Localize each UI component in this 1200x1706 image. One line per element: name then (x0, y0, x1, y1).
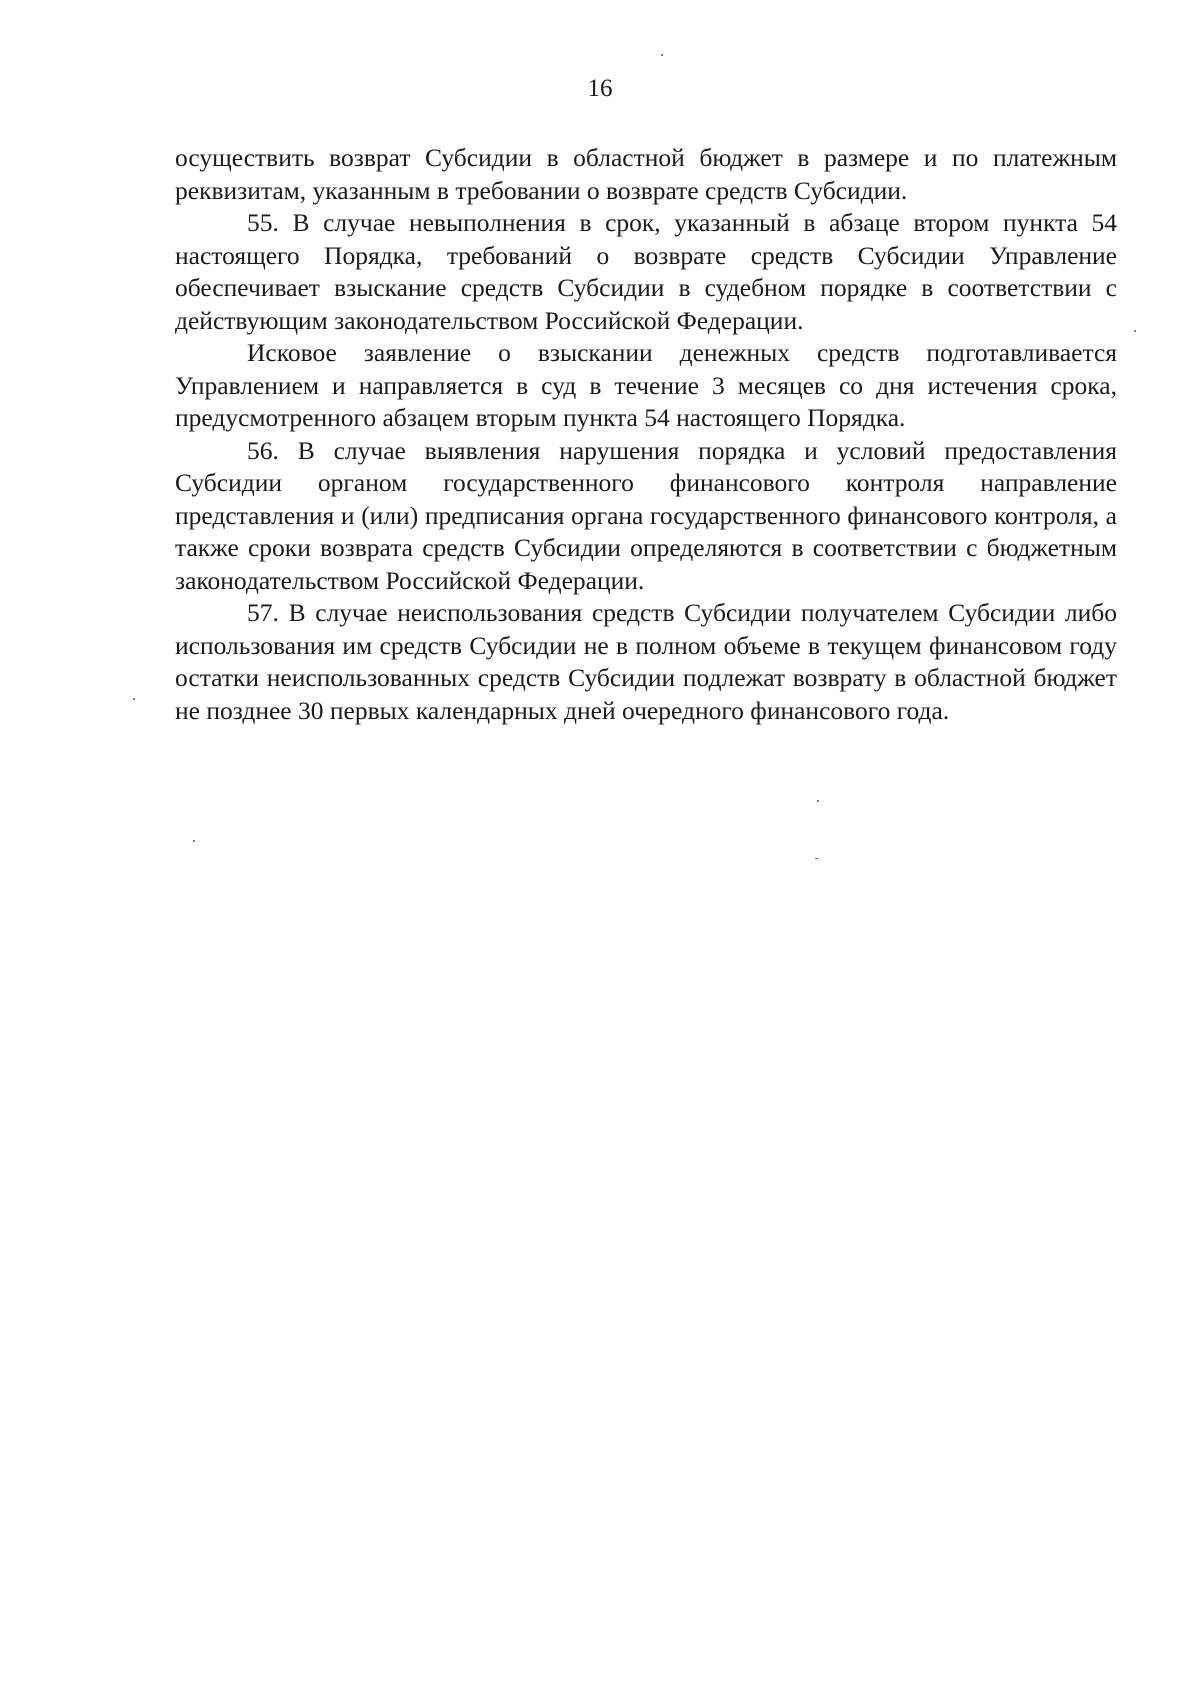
scan-speck (815, 858, 818, 859)
scan-speck (1134, 330, 1136, 332)
scan-speck (133, 698, 135, 700)
scan-speck (817, 800, 819, 802)
document-body (175, 142, 1117, 727)
page-number: 16 (587, 75, 613, 102)
paragraph-55: 55. В случае невыполнения в срок, указанный в абзаце втором пункта 54 настоящего Порядка, требований о возврате средств Субсидии Управление обеспечивает взыскание средств Субсидии в судебном порядке в соответствии с действующим законодательством Российской Федерации. (175, 208, 1117, 335)
scan-speck (193, 840, 195, 842)
scan-speck (661, 54, 663, 56)
paragraph-lawsuit-statement: Исковое заявление о взыскании денежных средств подготавливается Управлением и направляется в суд в течение 3 месяцев со дня истечения срока, предусмотренного абзацем вторым пункта 54 настоящего Порядка. (175, 338, 1117, 432)
paragraph-subsidy-return-continuation: осуществить возврат Субсидии в областной бюджет в размере и по платежным реквизитам, указанным в требовании о возврате средств Субсидии. (175, 143, 1117, 205)
paragraph-56: 56. В случае выявления нарушения порядка и условий предоставления Субсидии органом государственного финансового контроля направление представления и (или) предписания органа государственного финансового контроля, а также сроки возврата средств Субсидии определяются в соответствии с бюджетным законодательством Российской Федерации. (175, 435, 1117, 595)
paragraph-57: 57. В случае неиспользования средств Субсидии получателем Субсидии либо использования им средств Субсидии не в полном объеме в текущем финансовом году остатки неиспользованных средств Субсидии подлежат возврату в областной бюджет не позднее 30 первых календарных дней очередного финансового года. (175, 598, 1117, 725)
